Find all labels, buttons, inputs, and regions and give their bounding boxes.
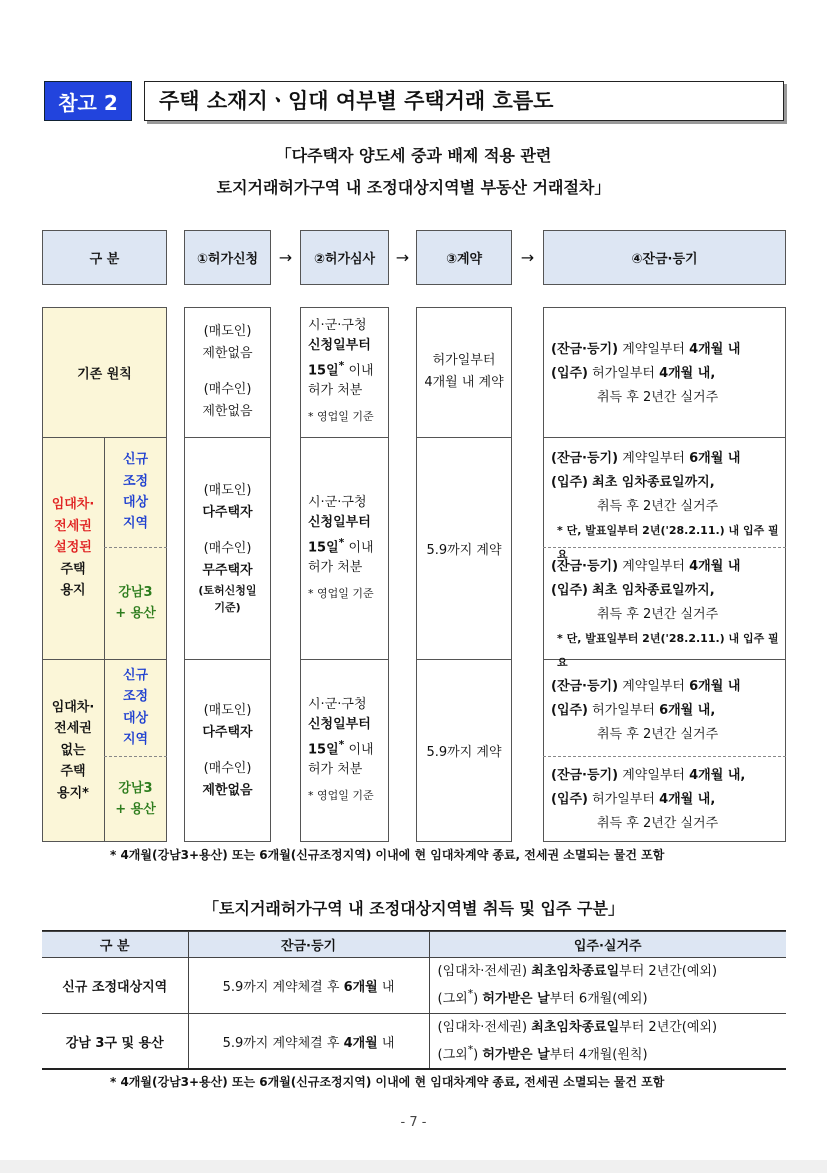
section1-title (0, 140, 827, 204)
table-row: 강남 3구 및 용산 5.9까지 계약체결 후 4개월 내 (임대차·전세권) 최초임차종료일부터 2년간(예외) (그외*) 허가받은 날부터 4개월(원칙) (42, 1014, 786, 1070)
row2-detail-gangnam: (잔금·등기) 계약일부터 4개월 내 (입주) 최초 임차종료일까지, 취득 후 2년간 실거주 * 단, 발표일부터 2년('28.2.11.) 내 입주 필요 (551, 559, 779, 669)
flow-step-contract: ③계약 (416, 230, 512, 285)
row2-label: 임대차· 전세권 설정된 주택 용지 (51, 497, 95, 599)
arrow-icon: → (520, 248, 535, 267)
page-title: 주택 소재지ㆍ임대 여부별 주택거래 흐름도 (144, 81, 784, 121)
flow-col-header: 구 분 (42, 230, 167, 285)
table-header-row (42, 932, 786, 958)
section1-title-line1: 「다주택자 양도세 중과 배제 적용 관련 (275, 146, 552, 165)
row3-sub-gangnam: 강남3 + 용산 (115, 780, 156, 817)
row1-contract: 허가일부터 4개월 내 계약 (424, 353, 504, 390)
section2-title: 「토지거래허가구역 내 조정대상지역별 취득 및 입주 구분」 (203, 899, 624, 918)
table-row: 신규 조정대상지역 5.9까지 계약체결 후 6개월 내 (임대차·전세권) 최초임차종료일부터 2년간(예외) (그외*) 허가받은 날부터 6개월(예외) (42, 958, 786, 1014)
row3-sub-new-zone: 신규 조정 대상 지역 (122, 667, 149, 747)
footnote-1: * 4개월(강남3+용산) 또는 6개월(신규조정지역) 이내에 현 임대차계약 종료, 전세권 소멸되는 물건 포함 (110, 848, 665, 862)
arrow-icon: → (395, 248, 410, 267)
acquisition-table (42, 931, 786, 1070)
page-number: - 7 - (400, 1115, 427, 1130)
row2-sub-new-zone: 신규 조정 대상 지역 (122, 452, 149, 532)
section1-title-line2: 토지거래허가구역 내 조정대상지역별 부동산 거래절차」 (216, 178, 611, 197)
row2-detail-new-zone: (잔금·등기) 계약일부터 6개월 내 (입주) 최초 임차종료일까지, 취득 후 2년간 실거주 * 단, 발표일부터 2년('28.2.11.) 내 입주 필요 (551, 451, 779, 561)
row1-apply: (매도인) 제한없음 (매수인) 제한없음 (202, 324, 253, 419)
row2-contract: 5.9까지 계약 (426, 542, 502, 558)
row3-contract: 5.9까지 계약 (426, 745, 502, 760)
row1-detail: (잔금·등기) 계약일부터 4개월 내 (입주) 허가일부터 4개월 내, 취득 후 2년간 실거주 (551, 342, 741, 405)
section-badge: 참고 2 (44, 81, 132, 121)
footnote-2: * 4개월(강남3+용산) 또는 6개월(신규조정지역) 이내에 현 임대차계약 종료, 전세권 소멸되는 물건 포함 (110, 1075, 665, 1089)
row3-label: 임대차· 전세권 없는 주택 용지* (51, 699, 95, 801)
arrow-icon: → (278, 248, 293, 267)
row3-review: 시·군·구청 신청일부터 15일* 이내 허가 처분 * 영업일 기준 (308, 697, 374, 803)
row2-apply: (매도인) 다주택자 (매수인) 무주택자 (토허신청일 기준) (198, 483, 257, 614)
flow-step-apply: ①허가신청 (184, 230, 271, 285)
table-header-move-in: 입주·실거주 (429, 932, 786, 958)
row3-detail-gangnam: (잔금·등기) 계약일부터 4개월 내, (입주) 허가일부터 4개월 내, 취득 후 2년간 실거주 (551, 768, 746, 831)
row3-detail-new-zone: (잔금·등기) 계약일부터 6개월 내 (입주) 허가일부터 6개월 내, 취득 후 2년간 실거주 (551, 679, 741, 742)
flow-step-review: ②허가심사 (300, 230, 389, 285)
row3-apply: (매도인) 다주택자 (매수인) 제한없음 (202, 702, 253, 798)
row2-review: 시·군·구청 신청일부터 15일* 이내 허가 처분 * 영업일 기준 (308, 495, 374, 601)
row1-label: 기존 원칙 (77, 366, 132, 382)
table-header-balance: 잔금·등기 (188, 932, 429, 958)
row2-sub-gangnam: 강남3 + 용산 (115, 584, 156, 621)
table-header-category: 구 분 (42, 932, 188, 958)
flow-step-balance: ④잔금·등기 (543, 230, 786, 285)
row1-review: 시·군·구청 신청일부터 15일* 이내 허가 처분 * 영업일 기준 (308, 318, 374, 424)
